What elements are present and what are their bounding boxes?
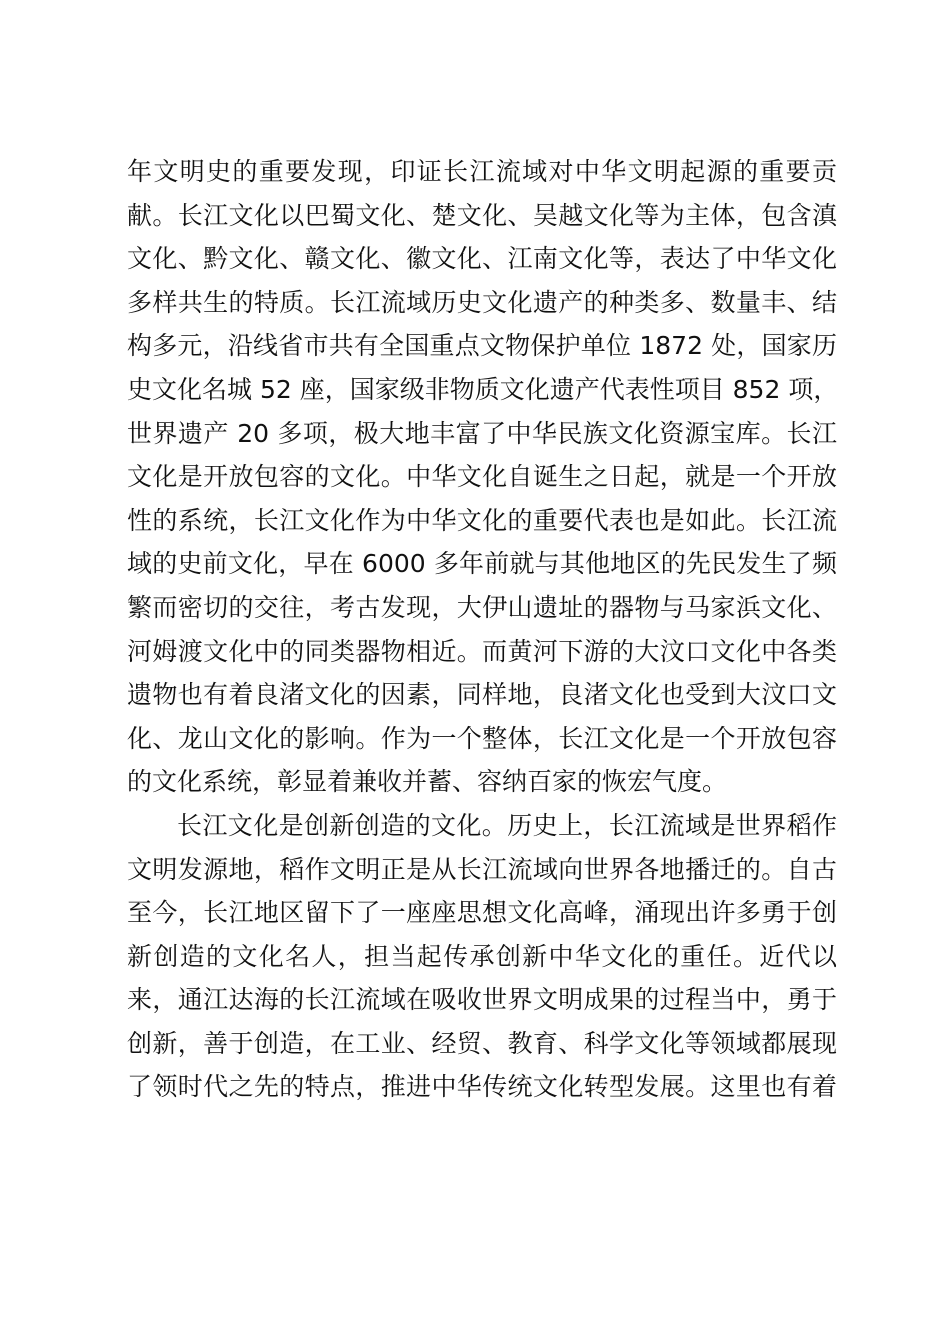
text-line: 新创造的文化名人，担当起传承创新中华文化的重任。近代以 [127,941,837,971]
paragraph-1 [127,150,837,804]
text-line: 世界遗产 20 多项，极大地丰富了中华民族文化资源宝库。长江 [127,418,837,448]
text-line: 献。长江文化以巴蜀文化、楚文化、吴越文化等为主体，包含滇 [127,200,837,230]
text-line: 性的系统，长江文化作为中华文化的重要代表也是如此。长江流 [127,505,837,535]
text-line: 年文明史的重要发现，印证长江流域对中华文明起源的重要贡 [127,157,837,186]
text-line: 遗物也有着良渚文化的因素，同样地，良渚文化也受到大汶口文 [127,680,837,710]
text-line: 文化是开放包容的文化。中华文化自诞生之日起，就是一个开放 [127,462,837,492]
text-line: 域的史前文化，早在 6000 多年前就与其他地区的先民发生了频 [127,549,837,579]
text-line: 至今，长江地区留下了一座座思想文化高峰，涌现出许多勇于创 [127,898,837,928]
text-line: 繁而密切的交往，考古发现，大伊山遗址的器物与马家浜文化、 [127,592,837,622]
text-line: 了领时代之先的特点，推进中华传统文化转型发展。这里也有着 [127,1072,837,1102]
text-line: 史文化名城 52 座，国家级非物质文化遗产代表性项目 852 项， [127,374,839,404]
text-line: 河姆渡文化中的同类器物相近。而黄河下游的大汶口文化中各类 [127,636,837,666]
text-line: 来，通江达海的长江流域在吸收世界文明成果的过程当中，勇于 [127,985,837,1015]
text-line: 文化、黔文化、赣文化、徽文化、江南文化等，表达了中华文化 [127,244,837,274]
text-line: 化、龙山文化的影响。作为一个整体，长江文化是一个开放包容 [127,723,837,753]
text-line: 构多元，沿线省市共有全国重点文物保护单位 1872 处，国家历 [127,331,837,361]
paragraph-2 [127,804,837,1109]
text-line: 多样共生的特质。长江流域历史文化遗产的种类多、数量丰、结 [127,287,837,317]
text-line: 的文化系统，彰显着兼收并蓄、容纳百家的恢宏气度。 [127,767,728,797]
body-text [127,150,837,1109]
text-line: 长江文化是创新创造的文化。历史上，长江流域是世界稻作 [177,810,837,840]
text-line: 创新，善于创造，在工业、经贸、教育、科学文化等领域都展现 [127,1028,837,1058]
text-line: 文明发源地，稻作文明正是从长江流域向世界各地播迁的。自古 [127,854,837,884]
